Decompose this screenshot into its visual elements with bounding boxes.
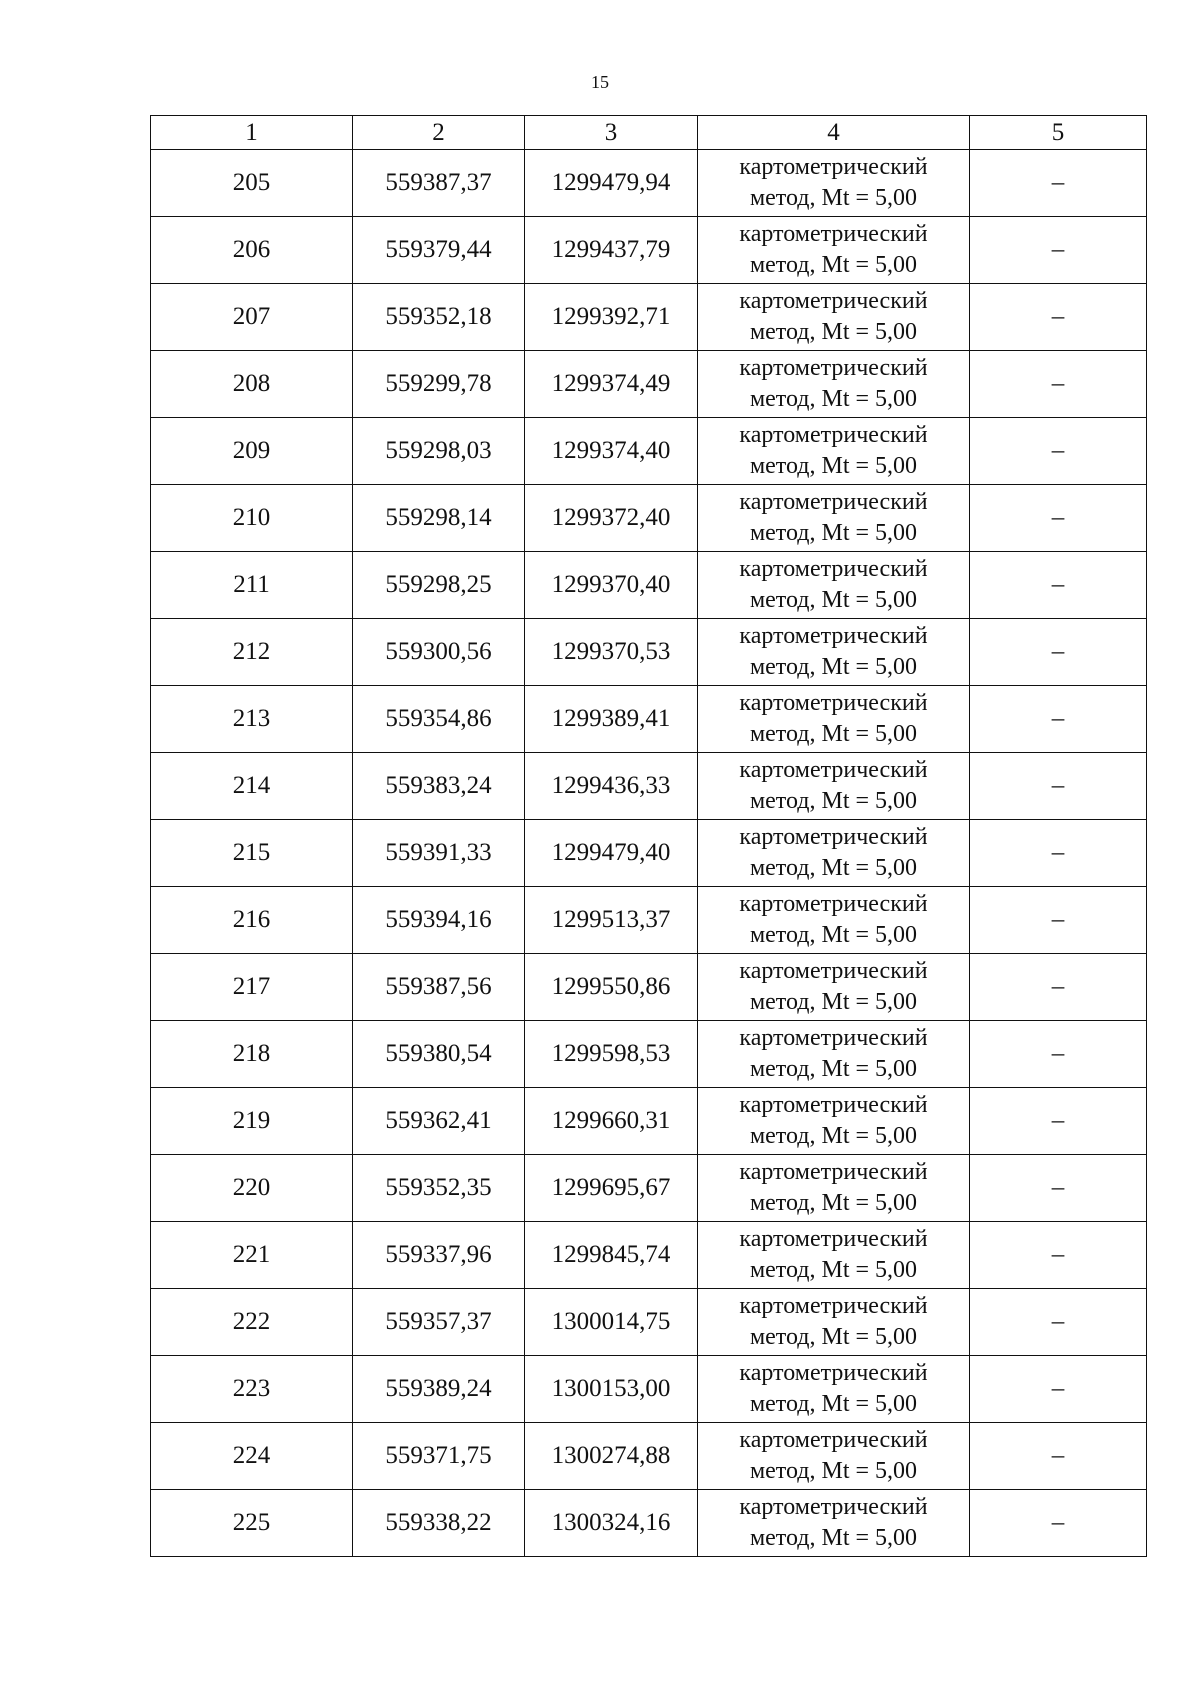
method-line-2: метод, Mt = 5,00: [749, 1458, 918, 1484]
note-cell: –: [970, 753, 1147, 820]
method-line-2: метод, Mt = 5,00: [749, 319, 918, 345]
point-number-cell: 223: [151, 1356, 353, 1423]
page-number: 15: [591, 72, 609, 92]
method-line-2: метод, Mt = 5,00: [749, 453, 918, 479]
table-header-row: [151, 116, 1147, 150]
method-cell: [698, 418, 970, 485]
point-number-cell: 217: [151, 954, 353, 1021]
note-cell: –: [970, 1088, 1147, 1155]
y-coordinate-cell: 1299479,40: [525, 820, 698, 887]
x-coordinate-cell: 559298,25: [353, 552, 525, 619]
y-coordinate-cell: 1299436,33: [525, 753, 698, 820]
point-number-cell: 214: [151, 753, 353, 820]
method-line-1: картометрический: [739, 288, 928, 314]
method-line-1: картометрический: [739, 221, 928, 247]
method-cell: [698, 217, 970, 284]
point-number-cell: 215: [151, 820, 353, 887]
table-row: [151, 954, 1147, 1021]
method-line-2: метод, Mt = 5,00: [749, 922, 918, 948]
column-header-2: 2: [353, 116, 525, 150]
point-number-cell: 212: [151, 619, 353, 686]
table-row: [151, 887, 1147, 954]
table-row: [151, 619, 1147, 686]
x-coordinate-cell: 559298,14: [353, 485, 525, 552]
method-line-2: метод, Mt = 5,00: [749, 1525, 918, 1551]
table-row: [151, 418, 1147, 485]
y-coordinate-cell: 1299389,41: [525, 686, 698, 753]
note-cell: –: [970, 954, 1147, 1021]
table-row: [151, 552, 1147, 619]
note-cell: –: [970, 1021, 1147, 1088]
x-coordinate-cell: 559300,56: [353, 619, 525, 686]
x-coordinate-cell: 559362,41: [353, 1088, 525, 1155]
note-cell: –: [970, 351, 1147, 418]
method-cell: [698, 1021, 970, 1088]
method-line-1: картометрический: [739, 556, 928, 582]
method-line-1: картометрический: [739, 690, 928, 716]
x-coordinate-cell: 559383,24: [353, 753, 525, 820]
y-coordinate-cell: 1299392,71: [525, 284, 698, 351]
method-line-2: метод, Mt = 5,00: [749, 654, 918, 680]
point-number-cell: 221: [151, 1222, 353, 1289]
method-cell: [698, 619, 970, 686]
y-coordinate-cell: 1299550,86: [525, 954, 698, 1021]
method-line-1: картометрический: [739, 489, 928, 515]
method-cell: [698, 1490, 970, 1557]
y-coordinate-cell: 1299598,53: [525, 1021, 698, 1088]
method-line-2: метод, Mt = 5,00: [749, 1324, 918, 1350]
table-row: [151, 820, 1147, 887]
method-line-1: картометрический: [739, 1226, 928, 1252]
table-row: [151, 1222, 1147, 1289]
method-line-1: картометрический: [739, 1092, 928, 1118]
note-cell: –: [970, 1289, 1147, 1356]
method-cell: [698, 1423, 970, 1490]
note-cell: –: [970, 820, 1147, 887]
note-cell: –: [970, 1356, 1147, 1423]
table-row: [151, 351, 1147, 418]
method-line-1: картометрический: [739, 824, 928, 850]
method-line-1: картометрический: [739, 757, 928, 783]
note-cell: –: [970, 217, 1147, 284]
table-row: [151, 150, 1147, 217]
point-number-cell: 207: [151, 284, 353, 351]
y-coordinate-cell: 1299372,40: [525, 485, 698, 552]
column-header-5: 5: [970, 116, 1147, 150]
table-row: [151, 284, 1147, 351]
y-coordinate-cell: 1299695,67: [525, 1155, 698, 1222]
note-cell: –: [970, 150, 1147, 217]
method-line-1: картометрический: [739, 422, 928, 448]
note-cell: –: [970, 686, 1147, 753]
method-line-2: метод, Mt = 5,00: [749, 185, 918, 211]
point-number-cell: 225: [151, 1490, 353, 1557]
method-line-2: метод, Mt = 5,00: [749, 855, 918, 881]
method-line-2: метод, Mt = 5,00: [749, 520, 918, 546]
method-line-2: метод, Mt = 5,00: [749, 252, 918, 278]
x-coordinate-cell: 559394,16: [353, 887, 525, 954]
y-coordinate-cell: 1299374,40: [525, 418, 698, 485]
method-line-1: картометрический: [739, 355, 928, 381]
method-line-1: картометрический: [739, 891, 928, 917]
method-cell: [698, 552, 970, 619]
table-row: [151, 1356, 1147, 1423]
method-line-1: картометрический: [739, 1025, 928, 1051]
method-cell: [698, 820, 970, 887]
method-line-1: картометрический: [739, 623, 928, 649]
x-coordinate-cell: 559298,03: [353, 418, 525, 485]
method-cell: [698, 1356, 970, 1423]
table-row: [151, 1490, 1147, 1557]
y-coordinate-cell: 1300324,16: [525, 1490, 698, 1557]
method-line-2: метод, Mt = 5,00: [749, 1257, 918, 1283]
point-number-cell: 211: [151, 552, 353, 619]
method-line-2: метод, Mt = 5,00: [749, 1123, 918, 1149]
method-cell: [698, 1289, 970, 1356]
table-row: [151, 1155, 1147, 1222]
method-cell: [698, 1222, 970, 1289]
x-coordinate-cell: 559389,24: [353, 1356, 525, 1423]
x-coordinate-cell: 559357,37: [353, 1289, 525, 1356]
table-row: [151, 1289, 1147, 1356]
table-row: [151, 1021, 1147, 1088]
x-coordinate-cell: 559379,44: [353, 217, 525, 284]
method-line-1: картометрический: [739, 1494, 928, 1520]
column-header-4: 4: [698, 116, 970, 150]
x-coordinate-cell: 559354,86: [353, 686, 525, 753]
method-line-1: картометрический: [739, 958, 928, 984]
method-line-2: метод, Mt = 5,00: [749, 1056, 918, 1082]
note-cell: –: [970, 485, 1147, 552]
x-coordinate-cell: 559387,37: [353, 150, 525, 217]
method-line-2: метод, Mt = 5,00: [749, 386, 918, 412]
method-cell: [698, 485, 970, 552]
method-line-1: картометрический: [739, 1360, 928, 1386]
method-cell: [698, 686, 970, 753]
y-coordinate-cell: 1300014,75: [525, 1289, 698, 1356]
note-cell: –: [970, 887, 1147, 954]
method-line-1: картометрический: [739, 1293, 928, 1319]
x-coordinate-cell: 559352,18: [353, 284, 525, 351]
method-line-1: картометрический: [739, 1159, 928, 1185]
method-cell: [698, 284, 970, 351]
method-cell: [698, 150, 970, 217]
method-line-2: метод, Mt = 5,00: [749, 1190, 918, 1216]
note-cell: –: [970, 1490, 1147, 1557]
table-row: [151, 686, 1147, 753]
x-coordinate-cell: 559391,33: [353, 820, 525, 887]
y-coordinate-cell: 1299370,40: [525, 552, 698, 619]
point-number-cell: 208: [151, 351, 353, 418]
y-coordinate-cell: 1299479,94: [525, 150, 698, 217]
table-row: [151, 1088, 1147, 1155]
note-cell: –: [970, 418, 1147, 485]
x-coordinate-cell: 559387,56: [353, 954, 525, 1021]
y-coordinate-cell: 1299374,49: [525, 351, 698, 418]
y-coordinate-cell: 1300274,88: [525, 1423, 698, 1490]
table-row: [151, 217, 1147, 284]
method-line-2: метод, Mt = 5,00: [749, 587, 918, 613]
point-number-cell: 218: [151, 1021, 353, 1088]
x-coordinate-cell: 559371,75: [353, 1423, 525, 1490]
method-cell: [698, 954, 970, 1021]
y-coordinate-cell: 1299370,53: [525, 619, 698, 686]
x-coordinate-cell: 559338,22: [353, 1490, 525, 1557]
y-coordinate-cell: 1300153,00: [525, 1356, 698, 1423]
table-row: [151, 753, 1147, 820]
note-cell: –: [970, 284, 1147, 351]
note-cell: –: [970, 619, 1147, 686]
method-cell: [698, 1088, 970, 1155]
column-header-3: 3: [525, 116, 698, 150]
note-cell: –: [970, 1222, 1147, 1289]
method-line-2: метод, Mt = 5,00: [749, 788, 918, 814]
method-cell: [698, 753, 970, 820]
note-cell: –: [970, 552, 1147, 619]
x-coordinate-cell: 559352,35: [353, 1155, 525, 1222]
point-number-cell: 209: [151, 418, 353, 485]
point-number-cell: 213: [151, 686, 353, 753]
x-coordinate-cell: 559299,78: [353, 351, 525, 418]
y-coordinate-cell: 1299513,37: [525, 887, 698, 954]
method-line-2: метод, Mt = 5,00: [749, 721, 918, 747]
point-number-cell: 220: [151, 1155, 353, 1222]
y-coordinate-cell: 1299845,74: [525, 1222, 698, 1289]
point-number-cell: 216: [151, 887, 353, 954]
point-number-cell: 205: [151, 150, 353, 217]
table-body: [151, 150, 1147, 1557]
column-header-1: 1: [151, 116, 353, 150]
y-coordinate-cell: 1299437,79: [525, 217, 698, 284]
method-line-2: метод, Mt = 5,00: [749, 1391, 918, 1417]
coordinates-table: [150, 115, 1147, 1557]
method-line-1: картометрический: [739, 154, 928, 180]
method-cell: [698, 1155, 970, 1222]
point-number-cell: 210: [151, 485, 353, 552]
point-number-cell: 219: [151, 1088, 353, 1155]
point-number-cell: 224: [151, 1423, 353, 1490]
x-coordinate-cell: 559337,96: [353, 1222, 525, 1289]
point-number-cell: 206: [151, 217, 353, 284]
method-line-2: метод, Mt = 5,00: [749, 989, 918, 1015]
method-line-1: картометрический: [739, 1427, 928, 1453]
y-coordinate-cell: 1299660,31: [525, 1088, 698, 1155]
note-cell: –: [970, 1423, 1147, 1490]
table-row: [151, 1423, 1147, 1490]
note-cell: –: [970, 1155, 1147, 1222]
table-row: [151, 485, 1147, 552]
method-cell: [698, 351, 970, 418]
x-coordinate-cell: 559380,54: [353, 1021, 525, 1088]
method-cell: [698, 887, 970, 954]
point-number-cell: 222: [151, 1289, 353, 1356]
